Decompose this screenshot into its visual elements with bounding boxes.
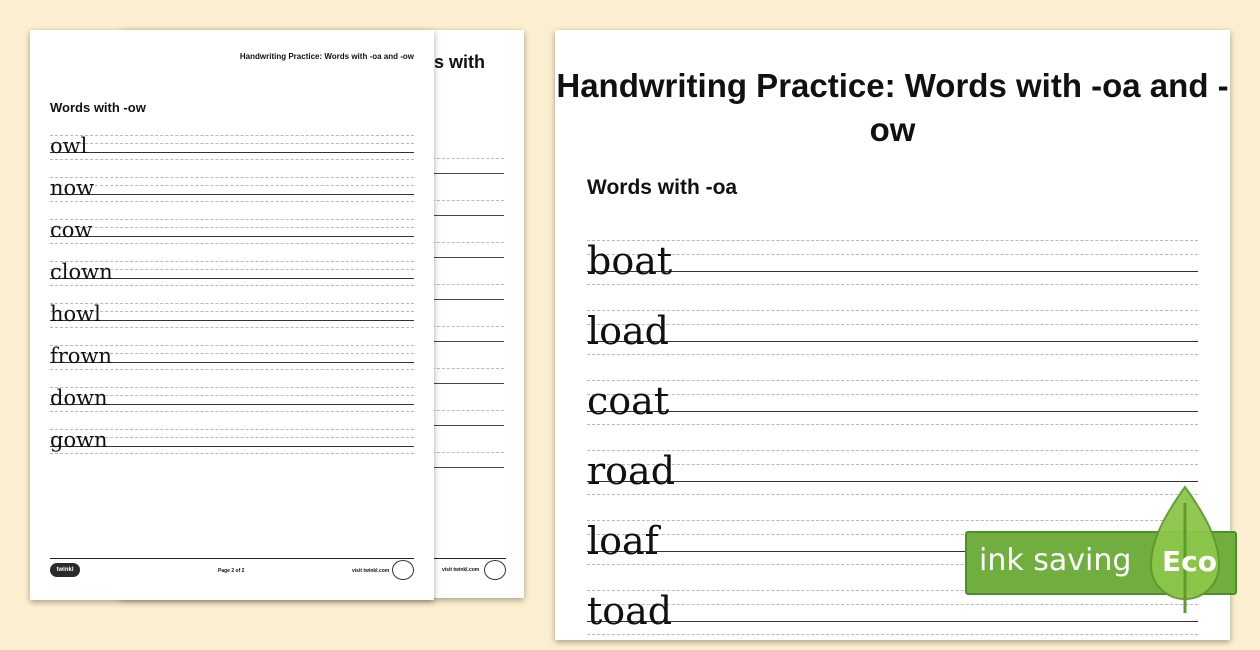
- right-page-subtitle: Words with -oa: [587, 176, 738, 199]
- twinkl-logo: twinkl: [50, 563, 80, 577]
- practice-word: gown: [50, 428, 108, 452]
- left-worksheet-page: [30, 30, 434, 600]
- practice-word: clown: [50, 260, 113, 284]
- writing-row: [50, 175, 414, 209]
- practice-word: owl: [50, 134, 88, 158]
- writing-row: [587, 238, 1198, 300]
- writing-row: [50, 343, 414, 377]
- left-page-subtitle: Words with -ow: [50, 100, 146, 115]
- writing-row: [50, 427, 414, 461]
- practice-word: cow: [50, 218, 93, 242]
- practice-word: toad: [587, 589, 673, 633]
- left-page-title: Handwriting Practice: Words with -oa and -ow: [239, 52, 414, 61]
- writing-row: [50, 301, 414, 335]
- practice-word: road: [587, 449, 676, 493]
- right-page-title: Handwriting Practice: Words with -oa and -ow: [556, 67, 1229, 148]
- left-footer-divider: [50, 558, 414, 559]
- practice-word: load: [587, 309, 670, 353]
- ink-saving-eco-badge: [965, 485, 1237, 615]
- practice-word: coat: [587, 379, 670, 423]
- back-footer-url: visit twinkl.com: [442, 567, 480, 573]
- back-footer-badge-icon: [484, 560, 506, 580]
- page-number: Page 2 of 2: [218, 568, 245, 574]
- writing-row: [50, 217, 414, 251]
- writing-row: [50, 259, 414, 293]
- practice-word: down: [50, 386, 108, 410]
- practice-word: boat: [587, 239, 673, 283]
- writing-row: [587, 308, 1198, 370]
- practice-word: howl: [50, 302, 101, 326]
- practice-word: loaf: [587, 519, 659, 563]
- writing-row: [50, 133, 414, 167]
- footer-url: visit twinkl.com: [352, 568, 390, 574]
- writing-row: [587, 378, 1198, 440]
- practice-word: now: [50, 176, 95, 200]
- back-page-title-fragment: s with: [434, 52, 486, 72]
- writing-row: [50, 385, 414, 419]
- back-footer-divider: [432, 558, 506, 559]
- footer-badge-icon: [392, 560, 414, 580]
- eco-label: Eco: [1162, 545, 1217, 578]
- practice-word: frown: [50, 344, 112, 368]
- ink-saving-label: ink saving: [979, 543, 1132, 578]
